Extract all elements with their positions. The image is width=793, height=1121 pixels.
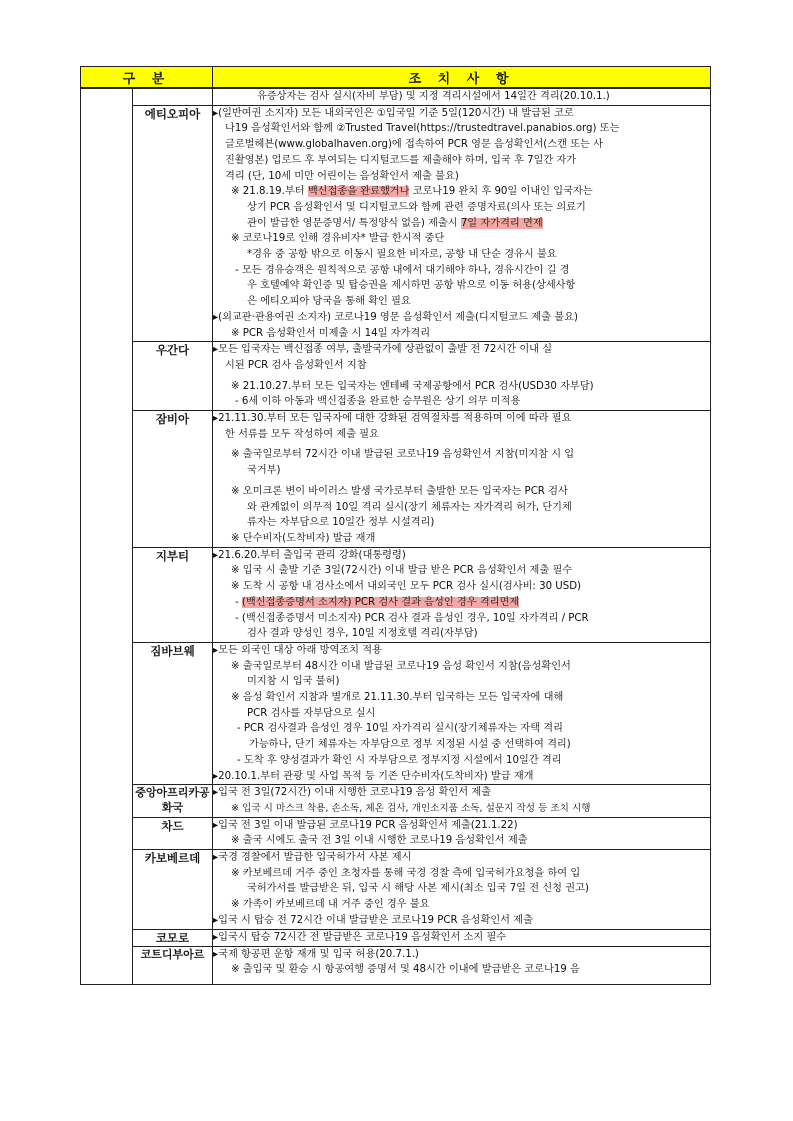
country-ethiopia: 에티오피아 [133,105,213,342]
table-row [81,817,711,849]
country-zimbabwe: 짐바브웨 [133,642,213,784]
country-comoros: 코모로 [133,929,213,946]
measures-cell: ▸입국 전 3일(72시간) 이내 시행한 코로나19 음성 확인서 제출 ※ 입국 시 마스크 착용, 손소독, 체온 검사, 개인소지품 소독, 설문지 작성 등 조치 시행 [213,785,711,817]
table-row [81,850,711,930]
measures-table [80,66,711,985]
table-row [81,946,711,984]
table-header [81,67,711,89]
measures-cell: ▸21.11.30.부터 모든 입국자에 대한 강화된 검역절차를 적용하며 이에 따라 필요 한 서류를 모두 작성하여 제출 필요 ※ 출국일로부터 72시간 이내 발급된 코로나19 음성확인서 지참(미지참 시 입 국거부) ※ 오미크론 변이 바이러스 발생 국가로부터 출발한 모든 입국자는 PCR 검사 와 관계없이 의무적 10일 격리 실시(장기 체류자는 자가격리 허가, 단기체 류자는 자부담으로 10일간 정부 시설격리) ※ 단수비자(도착비자) 발급 재개 [213,411,711,548]
table-row [81,411,711,548]
header-measures: 조 치 사 항 [213,67,711,89]
measures-cell: ▸입국시 탑승 72시간 전 발급받은 코로나19 음성확인서 소지 필수 [213,929,711,946]
measures-cell: ▸국제 항공편 운항 재개 및 입국 허용(20.7.1.) ※ 출입국 및 환승 시 항공여행 증명서 및 48시간 이내에 발급받은 코로나19 음 [213,946,711,984]
table-row [81,642,711,784]
country-cote-divoire: 코트디부아르 [133,946,213,984]
measures-cell: ▸모든 외국인 대상 아래 방역조치 적용 ※ 출국일로부터 48시간 이내 발급된 코로나19 음성 확인서 지참(음성확인서 미지참 시 입국 불허) ※ 음성 확인서 지참과 별개로 21.11.30.부터 입국하는 모든 입국자에 대해 PCR 검사를 자부담으로 실시 - PCR 검사결과 음성인 경우 10일 자가격리 실시(장기체류자는 자택 격리 가능하나, 단기 체류자는 자부담으로 정부 지정된 시설 중 선택하여 격리) - 도착 후 양성결과가 확인 시 자부담으로 정부지정 시설에서 10일간 격리 ▸20.10.1.부터 관광 및 사업 목적 등 기존 단수비자(도착비자) 발급 재개 [213,642,711,784]
country-zambia: 잠비아 [133,411,213,548]
table-row [81,342,711,411]
measures-cell: ▸국경 경찰에서 발급한 입국허가서 사본 제시 ※ 카보베르데 거주 중인 초청자를 통해 국경 경찰 측에 입국허가요청을 하여 입 국허가서를 발급받은 뒤, 입국 시 해당 사본 제시(최소 입국 7일 전 신청 권고) ※ 가족이 카보베르데 내 거주 중인 경우 불요 ▸입국 시 탑승 전 72시간 이내 발급받은 코로나19 PCR 음성확인서 제출 [213,850,711,930]
table-row [81,88,711,105]
measures-cell: ▸입국 전 3일 이내 발급된 코로나19 PCR 음성확인서 제출(21.1.22) ※ 출국 시에도 출국 전 3일 이내 시행한 코로나19 음성확인서 제출 [213,817,711,849]
country-cape-verde: 카보베르데 [133,850,213,930]
country-uganda: 우간다 [133,342,213,411]
measures-cell: ▸모든 입국자는 백신접종 여부, 출발국가에 상관없이 출발 전 72시간 이내 실 시된 PCR 검사 음성확인서 지참 ※ 21.10.27.부터 모든 입국자는 엔테베 국제공항에서 PCR 검사(USD30 자부담) - 6세 이하 아동과 백신접종을 완료한 승무원은 상기 의무 미적용 [213,342,711,411]
country-chad: 차드 [133,817,213,849]
table-row [81,785,711,817]
measures-cell: ▸(일반여권 소지자) 모든 내외국인은 ①입국일 기준 5일(120시간) 내 발급된 코로 나19 음성확인서와 함께 ②Trusted Travel(https://trustedtravel.panabios.org) 또는 글로벌헤븐(www.globalhaven.org)에 접속하여 PCR 영문 음성확인서(스캔 또는 사 진촬영본) 업로드 후 부여되는 디지털코드를 제출해야 하며, 입국 후 7일간 자가 격리 (단, 10세 미만 어린이는 음성확인서 제출 불요) ※ 21.8.19.부터 백신접종을 완료했거나 코로나19 완치 후 90일 이내인 입국자는 상기 PCR 음성확인서 및 디지털코드와 함께 관련 증명자료(의사 또는 의료기 관이 발급한 영문증명서/ 특정양식 없음) 제출시 7일 자가격리 면제 ※ 코로나19로 인해 경유비자* 발급 한시적 중단 *경유 중 공항 밖으로 이동시 필요한 비자로, 공항 내 단순 경유시 불요 - 모든 경유승객은 원칙적으로 공항 내에서 대기해야 하나, 경유시간이 길 경 우 호텔예약 확인증 및 탑승권을 제시하면 공항 밖으로 이동 허용(상세사항 은 에티오피아 당국을 통해 확인 필요 ▸(외교관·관용여권 소지자) 코로나19 영문 음성확인서 제출(디지털코드 제출 불요) ※ PCR 음성확인서 미제출 시 14일 자가격리 [213,105,711,342]
country-djibouti: 지부티 [133,547,213,642]
measures-cell: ▸21.6.20.부터 출입국 관리 강화(대통령령) ※ 입국 시 출발 기준 3일(72시간) 이내 발급 받은 PCR 음성확인서 제출 필수 ※ 도착 시 공항 내 검사소에서 내외국인 모두 PCR 검사 실시(검사비: 30 USD) - (백신접종증명서 소지자) PCR 검사 결과 음성인 경우 격리면제 - (백신접종증명서 미소지자) PCR 검사 결과 음성인 경우, 10일 자가격리 / PCR 검사 결과 양성인 경우, 10일 지정호텔 격리(자부담) [213,547,711,642]
measures-cell: 유증상자는 검사 실시(자비 부담) 및 지정 격리시설에서 14일간 격리(20.10.1.) [213,88,711,105]
left-margin-cell [81,88,133,984]
header-category: 구 분 [81,67,213,89]
table-row [81,929,711,946]
highlight-exempt-djibouti: (백신접종증명서 소지자) PCR 검사 결과 음성인 경우 격리면제 [241,596,520,608]
table-row [81,105,711,342]
country-cell [133,88,213,105]
highlight-quarantine-exempt: 7일 자가격리 면제 [460,217,543,229]
table-row [81,547,711,642]
country-car: 중앙아프리카공화국 [133,785,213,817]
highlight-vaccinated: 백신접종을 완료했거나 [307,186,410,198]
